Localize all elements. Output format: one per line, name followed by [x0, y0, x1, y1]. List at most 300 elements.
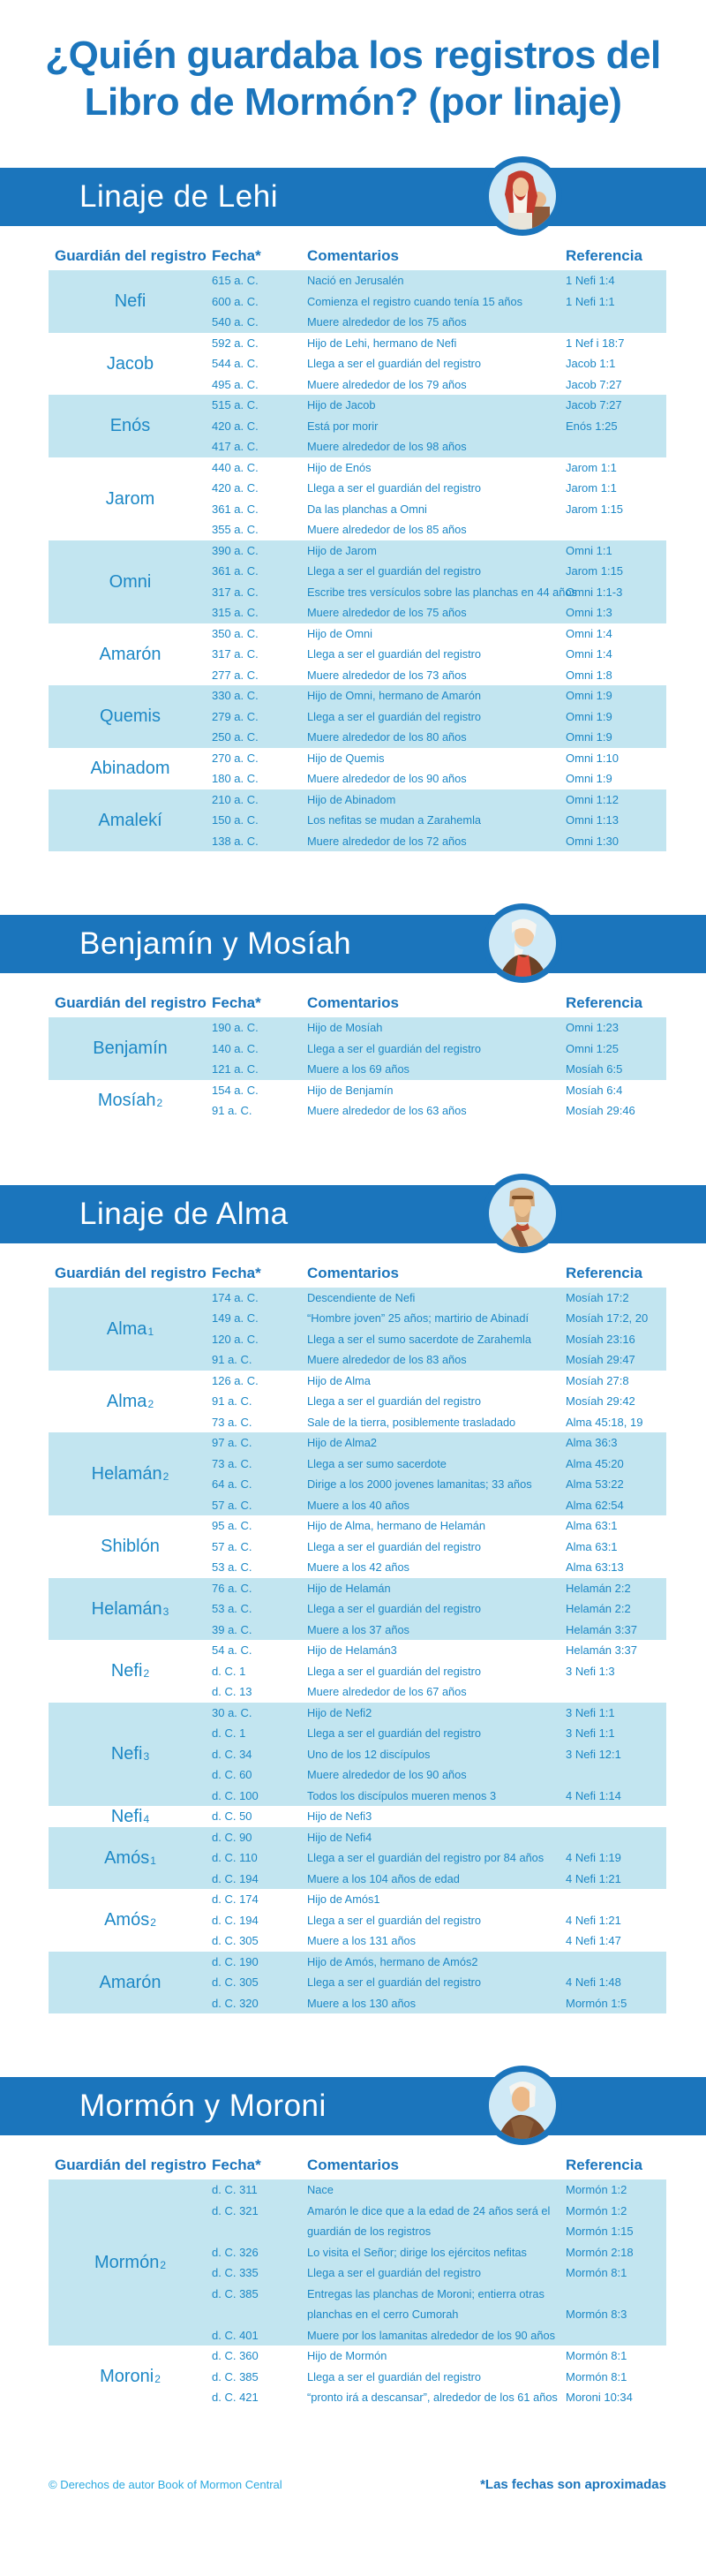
table-row: [212, 810, 666, 831]
table-row: [212, 1578, 666, 1599]
guardian-rows: [212, 1703, 666, 1807]
cell-comment: Escribe tres versículos sobre las planchas en 44 años: [307, 585, 577, 599]
guardian-rows: [212, 1080, 666, 1122]
cell-date: 495 a. C.: [212, 377, 259, 391]
table-row: [212, 748, 666, 769]
table-row: [212, 353, 666, 374]
table-row: [212, 312, 666, 333]
guardian-name-subscript: 3: [162, 1605, 169, 1618]
cell-comment: Muere alrededor de los 80 años: [307, 730, 467, 744]
cell-date: 592 a. C.: [212, 336, 259, 350]
guardian-rows: [212, 1952, 666, 2014]
column-header-guardian: Guardián del registro: [55, 2157, 207, 2173]
cell-comment: Llega a ser el guardián del registro: [307, 1664, 482, 1678]
cell-ref: Jarom 1:15: [566, 502, 624, 516]
cell-ref: Helamán 2:2: [566, 1602, 631, 1616]
cell-date: 544 a. C.: [212, 357, 259, 371]
cell-comment: Hijo de Amós, hermano de Amós2: [307, 1954, 478, 1968]
guardian-rows: [212, 1432, 666, 1515]
table-row: [212, 2262, 666, 2284]
cell-date: 420 a. C.: [212, 419, 259, 433]
guardian-name: Helamán $_2$: [49, 1432, 212, 1515]
table-row: [212, 1059, 666, 1080]
cell-comment: Nace: [307, 2183, 334, 2197]
cell-date: d. C. 90: [212, 1830, 252, 1844]
cell-date: d. C. 60: [212, 1768, 252, 1782]
cell-comment: Hijo de Alma: [307, 1373, 371, 1387]
cell-comment: Muere alrededor de los 90 años: [307, 1768, 467, 1782]
cell-ref: Alma 63:13: [566, 1560, 624, 1575]
section-title: Mormón y Moroni: [79, 2089, 327, 2123]
cell-comment: Llega a ser el guardián del registro: [307, 357, 482, 371]
table-row: [212, 1432, 666, 1454]
table-row: [212, 1972, 666, 1993]
cell-ref: Helamán 3:37: [566, 1622, 637, 1636]
table-row: [212, 2284, 666, 2305]
cell-comment: Muere a los 131 años: [307, 1934, 417, 1948]
cell-ref: 4 Nefi 1:21: [566, 1913, 621, 1927]
cell-comment: Llega a ser el guardián del registro: [307, 2369, 482, 2383]
cell-date: d. C. 320: [212, 1996, 259, 2010]
cell-comment: Muere alrededor de los 75 años: [307, 315, 467, 329]
column-header-reference: Referencia: [566, 1264, 642, 1281]
cell-comment: Llega a ser el sumo sacerdote de Zarahemla: [307, 1332, 531, 1346]
table-row: [212, 1017, 666, 1039]
cell-date: 53 a. C.: [212, 1560, 252, 1575]
cell-date: 420 a. C.: [212, 481, 259, 495]
guardian-block: [49, 1371, 666, 1433]
benjamin-avatar-icon: [483, 903, 562, 983]
cell-date: 73 a. C.: [212, 1456, 252, 1470]
table-row: [212, 291, 666, 313]
cell-comment: Llega a ser el guardián del registro: [307, 1726, 482, 1741]
cell-comment: Muere alrededor de los 67 años: [307, 1685, 467, 1699]
cell-comment: Hijo de Jacob: [307, 398, 376, 412]
guardian-name-subscript: 4: [143, 1812, 150, 1825]
lehi-avatar-icon: [483, 156, 562, 236]
table-row: [212, 2242, 666, 2263]
table-row: [212, 1515, 666, 1537]
guardian-rows: [212, 540, 666, 623]
cell-ref: Mosíah 29:47: [566, 1353, 635, 1367]
cell-comment: Todos los discípulos mueren menos 3: [307, 1788, 497, 1802]
guardian-name-subscript: 2: [156, 1097, 163, 1109]
cell-date: 120 a. C.: [212, 1332, 259, 1346]
cell-date: 138 a. C.: [212, 834, 259, 848]
cell-date: 140 a. C.: [212, 1041, 259, 1055]
cell-date: d. C. 1: [212, 1726, 246, 1741]
table-row: [212, 1495, 666, 1516]
cell-ref: 3 Nefi 1:1: [566, 1705, 615, 1719]
cell-ref: Helamán 3:37: [566, 1643, 637, 1658]
cell-ref: Alma 45:18, 19: [566, 1415, 643, 1429]
cell-date: d. C. 311: [212, 2183, 258, 2197]
cell-comment: Uno de los 12 discípulos: [307, 1747, 431, 1761]
section-header-bar: [0, 168, 706, 226]
table-row: [212, 1889, 666, 1910]
cell-comment: Hijo de Omni, hermano de Amarón: [307, 689, 482, 703]
guardian-block: [49, 333, 666, 396]
cell-ref: Omni 1:9: [566, 689, 612, 703]
guardian-block: [49, 1889, 666, 1952]
cell-comment: Muere alrededor de los 63 años: [307, 1104, 467, 1118]
cell-comment: Hijo de Alma, hermano de Helamán: [307, 1519, 486, 1533]
page-title-line1: ¿Quién guardaba los registros del: [45, 34, 661, 77]
cell-ref: Omni 1:13: [566, 813, 619, 827]
cell-ref: Mormón 1:2: [566, 2183, 627, 2197]
cell-date: d. C. 190: [212, 1954, 259, 1968]
table-row: [212, 1039, 666, 1060]
table-body: [49, 270, 666, 851]
cell-date: 279 a. C.: [212, 709, 259, 723]
cell-date: d. C. 321: [212, 2203, 259, 2217]
cell-ref: Mormón 2:18: [566, 2245, 634, 2259]
table-row: [212, 1620, 666, 1641]
cell-date: 417 a. C.: [212, 440, 259, 454]
cell-ref: Moroni 10:34: [566, 2391, 633, 2405]
guardian-name-subscript: 3: [143, 1750, 150, 1764]
cell-date: d. C. 335: [212, 2266, 259, 2280]
cell-comment: Llega a ser el guardián del registro: [307, 1602, 482, 1616]
table-row: [212, 2201, 666, 2222]
guardian-name: Amarón: [99, 1972, 161, 1992]
guardian-rows: [212, 1017, 666, 1080]
cell-ref: Omni 1:12: [566, 792, 619, 806]
guardian-block: [49, 789, 666, 852]
guardian-rows: [212, 1827, 666, 1890]
cell-comment: Muere a los 42 años: [307, 1560, 409, 1575]
cell-comment: Hijo de Jarom: [307, 543, 377, 557]
table-row: [212, 1371, 666, 1392]
cell-date: d. C. 326: [212, 2245, 259, 2259]
cell-comment: Hijo de Abinadom: [307, 792, 396, 806]
column-header-reference: Referencia: [566, 2157, 642, 2173]
cell-date: 615 a. C.: [212, 274, 259, 288]
cell-comment: Hijo de Lehi, hermano de Nefi: [307, 336, 457, 350]
cell-date: d. C. 100: [212, 1788, 259, 1802]
cell-date: d. C. 194: [212, 1913, 259, 1927]
cell-date: 277 a. C.: [212, 668, 259, 682]
guardian-name: Omni: [109, 571, 152, 592]
cell-comment: Hijo de Omni: [307, 626, 372, 640]
guardian-block: [49, 1578, 666, 1641]
table-row: [212, 2325, 666, 2346]
table-row: [212, 644, 666, 665]
cell-date: d. C. 421: [212, 2391, 259, 2405]
cell-ref: 4 Nefi 1:47: [566, 1934, 621, 1948]
guardian-block: [49, 1640, 666, 1703]
table-row: [212, 1598, 666, 1620]
table-row: [212, 499, 666, 520]
guardian-block: [49, 2179, 666, 2346]
column-header-reference: Referencia: [566, 994, 642, 1011]
cell-ref: Omni 1:9: [566, 709, 612, 723]
table-row: [212, 1786, 666, 1807]
table-row: [212, 1557, 666, 1578]
cell-ref: Alma 63:1: [566, 1539, 618, 1553]
cell-date: d. C. 360: [212, 2349, 259, 2363]
table-row: [212, 1827, 666, 1848]
guardian-name: Mosíah $_2$: [49, 1080, 212, 1122]
guardian-name: Nefi $_3$: [49, 1703, 212, 1807]
table-row: [212, 436, 666, 457]
cell-ref: 3 Nefi 1:1: [566, 1726, 615, 1741]
cell-comment: Hijo de Nefi3: [307, 1809, 372, 1824]
guardian-name: Mormón $_2$: [49, 2179, 212, 2346]
table-row: [212, 2221, 666, 2242]
cell-comment: Hijo de Amós1: [307, 1892, 380, 1907]
table-row: [212, 1080, 666, 1101]
cell-comment: Llega a ser el guardián del registro: [307, 709, 482, 723]
section: [0, 1185, 706, 2014]
guardian-name: Nefi $_4$: [49, 1806, 212, 1827]
cell-ref: Mosíah 17:2, 20: [566, 1311, 649, 1326]
cell-date: 361 a. C.: [212, 564, 259, 578]
cell-date: 515 a. C.: [212, 398, 259, 412]
cell-date: d. C. 305: [212, 1975, 259, 1990]
column-header-reference: Referencia: [566, 247, 642, 264]
guardian-rows: [212, 1371, 666, 1433]
table-row: [212, 1640, 666, 1661]
guardian-block: [49, 623, 666, 686]
cell-ref: Jacob 7:27: [566, 398, 622, 412]
guardian-name: Amós $_1$: [49, 1827, 212, 1890]
table-row: [212, 1329, 666, 1350]
cell-date: d. C. 194: [212, 1871, 259, 1885]
column-header-comments: Comentarios: [307, 247, 399, 264]
guardian-rows: [212, 395, 666, 457]
guardian-block: [49, 748, 666, 789]
table-row: [212, 1993, 666, 2014]
table-row: [212, 1930, 666, 1952]
cell-ref: Jacob 7:27: [566, 377, 622, 391]
guardian-block: [49, 1080, 666, 1122]
cell-ref: Omni 1:3: [566, 606, 612, 620]
cell-comment: Nació en Jerusalén: [307, 274, 404, 288]
cell-ref: Jarom 1:15: [566, 564, 624, 578]
guardian-rows: [212, 1640, 666, 1703]
cell-ref: 4 Nefi 1:19: [566, 1851, 621, 1865]
cell-date: d. C. 385: [212, 2369, 259, 2383]
cell-comment: Entregas las planchas de Moroni; entierra otras: [307, 2286, 545, 2300]
section-title: Linaje de Lehi: [79, 179, 278, 214]
cell-ref: Alma 45:20: [566, 1456, 624, 1470]
cell-ref: Omni 1:30: [566, 834, 619, 848]
table-row: [212, 727, 666, 748]
cell-ref: Omni 1:23: [566, 1021, 619, 1035]
table-row: [212, 333, 666, 354]
section-header-bar: [0, 1185, 706, 1243]
table-body: [49, 1288, 666, 2014]
guardian-rows: [212, 623, 666, 686]
cell-ref: Alma 36:3: [566, 1436, 618, 1450]
cell-ref: 1 Nefi 1:1: [566, 294, 615, 308]
guardian-name: Amarón: [99, 644, 161, 664]
cell-date: 390 a. C.: [212, 543, 259, 557]
cell-comment: Llega a ser el guardián del registro: [307, 1041, 482, 1055]
cell-date: 440 a. C.: [212, 460, 259, 474]
table-row: [212, 1454, 666, 1475]
table-body: [49, 1017, 666, 1122]
section-title: Linaje de Alma: [79, 1196, 289, 1231]
table-row: [212, 1703, 666, 1724]
table-row: [212, 1474, 666, 1495]
table-row: [212, 1910, 666, 1931]
guardian-rows: [212, 1889, 666, 1952]
guardian-block: [49, 2346, 666, 2408]
cell-date: d. C. 174: [212, 1892, 259, 1907]
cell-comment: Hijo de Alma2: [307, 1436, 377, 1450]
cell-date: 330 a. C.: [212, 689, 259, 703]
table-row: [212, 1288, 666, 1309]
guardian-name-subscript: 1: [150, 1854, 156, 1867]
guardian-block: [49, 1827, 666, 1890]
cell-ref: Omni 1:9: [566, 772, 612, 786]
guardian-block: [49, 1515, 666, 1578]
table-row: [212, 2179, 666, 2201]
cell-comment: Muere alrededor de los 79 años: [307, 377, 467, 391]
cell-date: 91 a. C.: [212, 1353, 252, 1367]
cell-date: 317 a. C.: [212, 647, 259, 661]
cell-comment: guardián de los registros: [307, 2225, 432, 2239]
section: [0, 168, 706, 851]
cell-date: 600 a. C.: [212, 294, 259, 308]
table-row: [212, 270, 666, 291]
cell-ref: Jarom 1:1: [566, 481, 617, 495]
guardian-rows: [212, 685, 666, 748]
cell-date: 30 a. C.: [212, 1705, 252, 1719]
column-header-date: Fecha*: [212, 247, 261, 264]
cell-comment: “pronto irá a descansar”, alrededor de los 61 años: [307, 2391, 558, 2405]
cell-date: 540 a. C.: [212, 315, 259, 329]
guardian-rows: [212, 1515, 666, 1578]
table-header: [49, 2157, 666, 2174]
guardian-name-subscript: 2: [150, 1916, 156, 1930]
cell-date: 73 a. C.: [212, 1415, 252, 1429]
table-row: [212, 519, 666, 540]
cell-comment: Llega a ser el guardián del registro: [307, 647, 482, 661]
cell-comment: “Hombre joven” 25 años; martirio de Abinadí: [307, 1311, 530, 1326]
page-title-line2: Libro de Mormón? (por linaje): [84, 80, 622, 124]
guardian-rows: [212, 2179, 666, 2346]
cell-date: 350 a. C.: [212, 626, 259, 640]
table-row: [212, 1537, 666, 1558]
cell-comment: Muere a los 40 años: [307, 1498, 409, 1512]
table-row: [212, 478, 666, 499]
column-header-guardian: Guardián del registro: [55, 994, 207, 1011]
cell-comment: Muere alrededor de los 83 años: [307, 1353, 467, 1367]
guardian-name-subscript: 2: [154, 2373, 161, 2386]
cell-ref: Mosíah 23:16: [566, 1332, 635, 1346]
guardian-name-subscript: 2: [147, 1397, 154, 1410]
footer: [49, 2477, 666, 2529]
cell-ref: Omni 1:1: [566, 543, 612, 557]
guardian-rows: [212, 1288, 666, 1371]
table-row: [212, 2304, 666, 2325]
table-row: [212, 1412, 666, 1433]
guardian-name: Nefi: [114, 291, 146, 312]
cell-date: d. C. 1: [212, 1664, 246, 1678]
guardian-name-subscript: 2: [162, 1470, 169, 1483]
guardian-block: [49, 270, 666, 333]
guardian-name: Amalekí: [98, 810, 162, 830]
cell-ref: Omni 1:9: [566, 730, 612, 744]
guardian-block: [49, 540, 666, 623]
cell-date: 91 a. C.: [212, 1104, 252, 1118]
column-header-date: Fecha*: [212, 994, 261, 1011]
guardian-name: Enós: [109, 416, 151, 436]
cell-comment: Muere alrededor de los 90 años: [307, 772, 467, 786]
cell-comment: Muere alrededor de los 98 años: [307, 440, 467, 454]
cell-ref: Alma 62:54: [566, 1498, 624, 1512]
table-row: [212, 602, 666, 623]
cell-ref: Omni 1:4: [566, 647, 612, 661]
guardian-block: [49, 1703, 666, 1807]
cell-comment: Llega a ser sumo sacerdote: [307, 1456, 447, 1470]
guardian-block: [49, 685, 666, 748]
guardian-name-subscript: 2: [160, 2259, 167, 2271]
cell-date: d. C. 385: [212, 2286, 259, 2300]
cell-comment: Llega a ser el guardián del registro: [307, 481, 482, 495]
cell-date: 355 a. C.: [212, 523, 259, 537]
cell-comment: Está por morir: [307, 419, 379, 433]
cell-date: 174 a. C.: [212, 1290, 259, 1304]
guardian-rows: [212, 270, 666, 333]
mormon-avatar-icon: [483, 2066, 562, 2145]
cell-comment: Llega a ser el guardián del registro: [307, 1975, 482, 1990]
cell-date: 39 a. C.: [212, 1622, 252, 1636]
table-row: [212, 831, 666, 852]
cell-date: 57 a. C.: [212, 1539, 252, 1553]
table-row: [212, 416, 666, 437]
cell-comment: Muere a los 104 años de edad: [307, 1871, 460, 1885]
table-row: [212, 768, 666, 789]
cell-ref: Mosíah 6:4: [566, 1083, 623, 1097]
guardian-name: Alma $_2$: [49, 1371, 212, 1433]
table-row: [212, 623, 666, 645]
cell-ref: Omni 1:4: [566, 626, 612, 640]
guardian-block: [49, 395, 666, 457]
guardian-rows: [212, 748, 666, 789]
cell-date: 91 a. C.: [212, 1394, 252, 1409]
cell-ref: Jacob 1:1: [566, 357, 616, 371]
table-row: [212, 1308, 666, 1329]
cell-comment: Hijo de Mosíah: [307, 1021, 383, 1035]
cell-comment: Hijo de Enós: [307, 460, 372, 474]
cell-date: 54 a. C.: [212, 1643, 252, 1658]
cell-date: 64 a. C.: [212, 1477, 252, 1492]
table-row: [212, 1349, 666, 1371]
cell-date: d. C. 401: [212, 2328, 259, 2342]
guardian-name-subscript: 1: [147, 1325, 154, 1338]
cell-comment: Muere alrededor de los 73 años: [307, 668, 467, 682]
guardian-name: Abinadom: [90, 759, 170, 778]
table-row: [212, 665, 666, 686]
cell-comment: Hijo de Nefi4: [307, 1830, 372, 1844]
table-row: [212, 706, 666, 728]
cell-date: 210 a. C.: [212, 792, 259, 806]
copyright-text: © Derechos de autor Book of Mormon Central: [49, 2477, 282, 2491]
table-row: [212, 561, 666, 582]
guardian-name: Benjamín: [93, 1039, 168, 1059]
guardian-rows: [212, 1806, 666, 1827]
column-header-comments: Comentarios: [307, 1264, 399, 1281]
cell-ref: Omni 1:1-3: [566, 585, 623, 599]
sections: [0, 168, 706, 2408]
column-header-comments: Comentarios: [307, 2157, 399, 2173]
guardian-rows: [212, 2346, 666, 2408]
page-title: [0, 32, 706, 125]
